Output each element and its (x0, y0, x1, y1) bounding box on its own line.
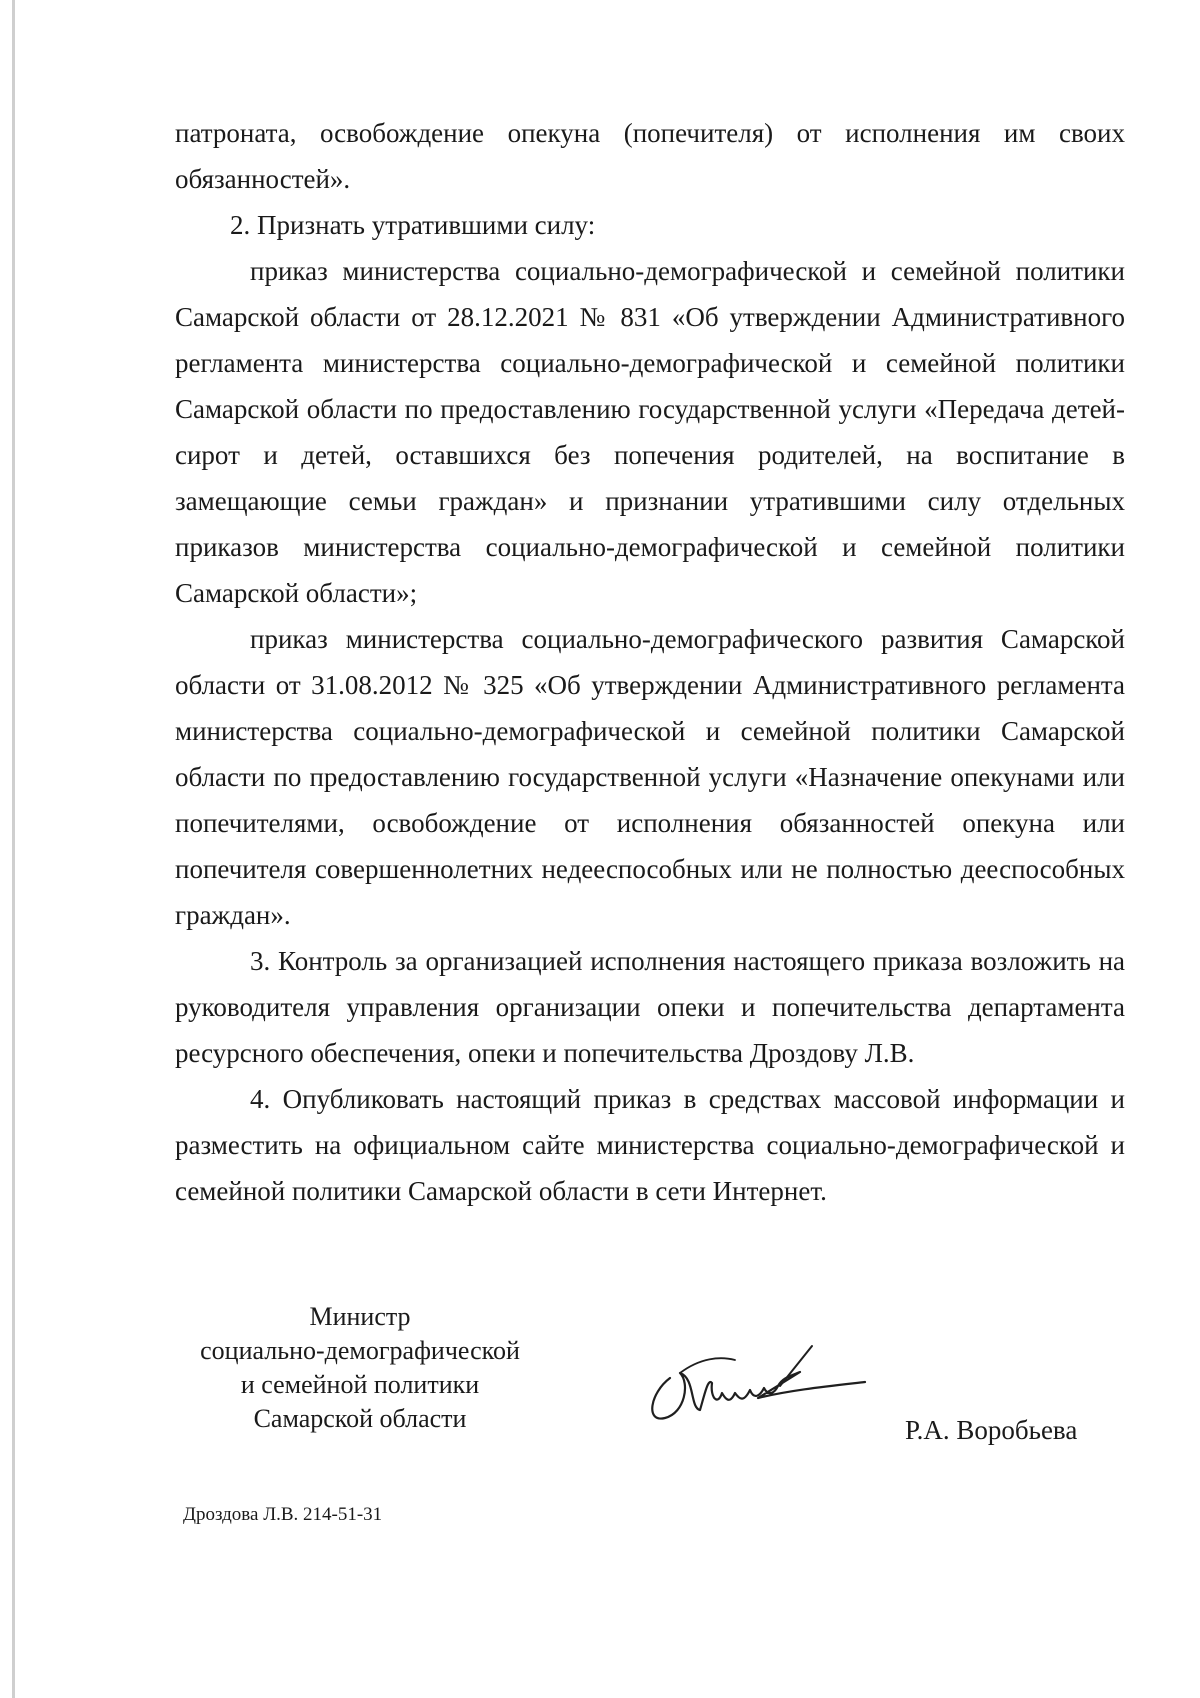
handwritten-signature (640, 1338, 870, 1428)
paragraph-item-2-order-325: приказ министерства социально-демографического развития Самарской области от 31.08.2012 № 325 «Об утверждении Административного регламента министерства социально-демографической и семейной политики Самарской области по предоставлению государственной услуги «Назначение опекунами или попечителями, освобождение от исполнения обязанностей опекуна или попечителя совершеннолетних недееспособных или не полностью дееспособных граждан». (175, 624, 1125, 930)
signatory-title-line: и семейной политики (240, 1370, 480, 1399)
paragraph-continuation: патроната, освобождение опекуна (попечителя) от исполнения им своих обязанностей». (175, 118, 1125, 194)
paragraph-item-2: 2. Признать утратившими силу: (230, 210, 596, 240)
signatory-title-line: Министр (309, 1302, 411, 1331)
paragraph-item-2-order-831: приказ министерства социально-демографической и семейной политики Самарской области от 28.12.2021 № 831 «Об утверждении Административного регламента министерства социально-демографической и семейной политики Самарской области по предоставлению государственной услуги «Передача детей-сирот и детей, оставшихся без попечения родителей, на воспитание в замещающие семьи граждан» и признании утратившими силу отдельных приказов министерства социально-демографической и семейной политики Самарской области»; (175, 256, 1125, 608)
document-body (175, 110, 1125, 1214)
page-edge-shadow (12, 0, 15, 1698)
paragraph-item-4: 4. Опубликовать настоящий приказ в средствах массовой информации и разместить на официальном сайте министерства социально-демографической и семейной политики Самарской области в сети Интернет. (175, 1084, 1125, 1206)
signer-name: Р.А. Воробьева (905, 1415, 1078, 1445)
signatory-title (175, 1300, 545, 1436)
executor-contact: Дроздова Л.В. 214-51-31 (183, 1504, 383, 1525)
paragraph-item-3: 3. Контроль за организацией исполнения настоящего приказа возложить на руководителя управления организации опеки и попечительства департамента ресурсного обеспечения, опеки и попечительства Дроздову Л.В. (175, 946, 1125, 1068)
signatory-title-line: социально-демографической (200, 1336, 520, 1365)
signatory-title-line: Самарской области (253, 1404, 467, 1433)
